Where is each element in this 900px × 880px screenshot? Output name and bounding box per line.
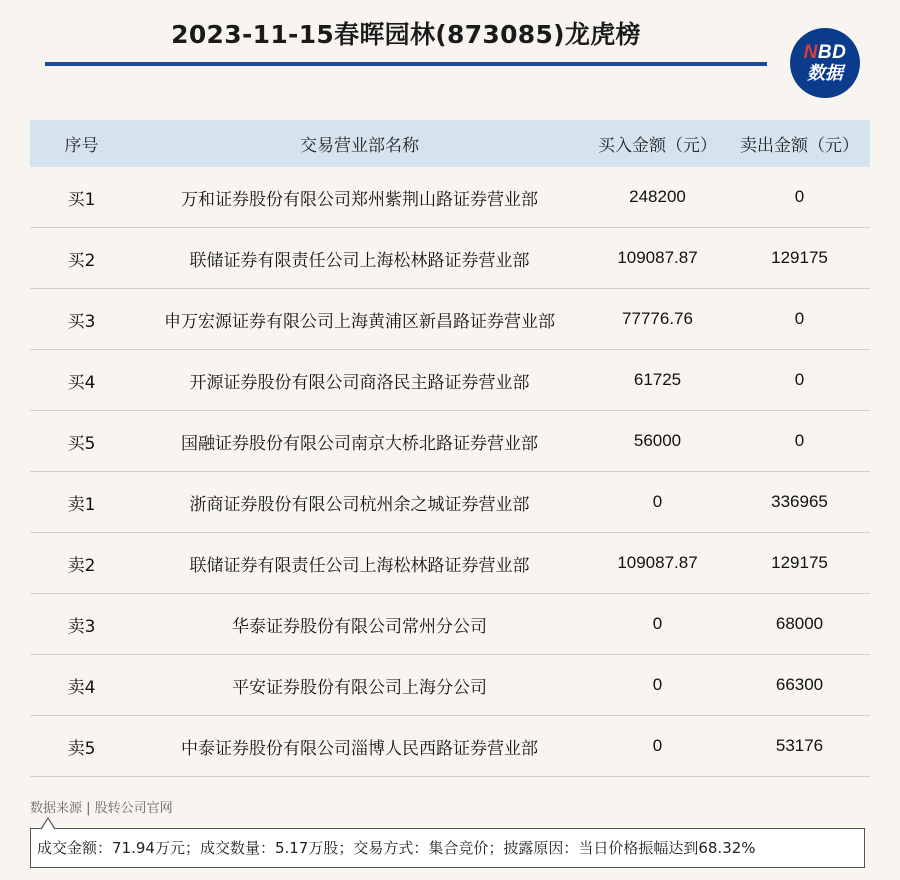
cell-buy: 77776.76 xyxy=(586,289,729,350)
table-row xyxy=(30,228,870,289)
table-row xyxy=(30,350,870,411)
cell-name: 华泰证券股份有限公司常州分公司 xyxy=(133,594,586,655)
table-row xyxy=(30,472,870,533)
cell-sell: 68000 xyxy=(729,594,870,655)
logo-text-bottom: 数据 xyxy=(807,63,843,84)
cell-name: 浙商证券股份有限公司杭州余之城证券营业部 xyxy=(133,472,586,533)
col-header-index: 序号 xyxy=(30,120,133,167)
cell-index: 卖4 xyxy=(30,655,133,716)
table-row xyxy=(30,594,870,655)
cell-name: 申万宏源证券有限公司上海黄浦区新昌路证券营业部 xyxy=(133,289,586,350)
logo-bd: BD xyxy=(817,42,847,63)
cell-buy: 56000 xyxy=(586,411,729,472)
cell-index: 买5 xyxy=(30,411,133,472)
table-header-row xyxy=(30,120,870,167)
cell-name: 万和证券股份有限公司郑州紫荆山路证券营业部 xyxy=(133,167,586,228)
trade-summary-note: 成交金额：71.94万元；成交数量：5.17万股；交易方式：集合竞价；披露原因：当日价格振幅达到68.32% xyxy=(30,828,865,868)
cell-sell: 0 xyxy=(729,289,870,350)
cell-buy: 248200 xyxy=(586,167,729,228)
cell-buy: 109087.87 xyxy=(586,228,729,289)
cell-index: 买2 xyxy=(30,228,133,289)
cell-index: 卖2 xyxy=(30,533,133,594)
cell-name: 国融证券股份有限公司南京大桥北路证券营业部 xyxy=(133,411,586,472)
cell-sell: 129175 xyxy=(729,228,870,289)
col-header-name: 交易营业部名称 xyxy=(133,120,586,167)
table-row xyxy=(30,716,870,777)
cell-name: 中泰证券股份有限公司淄博人民西路证券营业部 xyxy=(133,716,586,777)
table-row xyxy=(30,167,870,228)
page-title: 2023-11-15春晖园林(873085)龙虎榜 xyxy=(171,20,641,49)
cell-index: 买1 xyxy=(30,167,133,228)
cell-sell: 0 xyxy=(729,167,870,228)
cell-buy: 0 xyxy=(586,594,729,655)
col-header-sell: 卖出金额（元） xyxy=(729,120,870,167)
cell-sell: 129175 xyxy=(729,533,870,594)
callout-pointer-fill xyxy=(42,819,54,829)
data-source: 数据来源 | 股转公司官网 xyxy=(30,801,173,816)
cell-index: 卖5 xyxy=(30,716,133,777)
cell-index: 卖3 xyxy=(30,594,133,655)
cell-index: 买4 xyxy=(30,350,133,411)
table-row xyxy=(30,411,870,472)
cell-name: 联储证券有限责任公司上海松林路证券营业部 xyxy=(133,228,586,289)
logo-text-top xyxy=(804,43,847,63)
nbd-logo xyxy=(790,28,860,98)
col-header-buy: 买入金额（元） xyxy=(586,120,729,167)
table-row xyxy=(30,533,870,594)
title-underline xyxy=(45,62,767,66)
logo-n: N xyxy=(803,42,818,63)
cell-name: 平安证券股份有限公司上海分公司 xyxy=(133,655,586,716)
cell-buy: 109087.87 xyxy=(586,533,729,594)
cell-index: 买3 xyxy=(30,289,133,350)
table-row xyxy=(30,655,870,716)
cell-buy: 0 xyxy=(586,655,729,716)
cell-buy: 0 xyxy=(586,472,729,533)
cell-buy: 61725 xyxy=(586,350,729,411)
cell-sell: 0 xyxy=(729,411,870,472)
cell-name: 联储证券有限责任公司上海松林路证券营业部 xyxy=(133,533,586,594)
cell-name: 开源证券股份有限公司商洛民主路证券营业部 xyxy=(133,350,586,411)
table-row xyxy=(30,289,870,350)
cell-sell: 0 xyxy=(729,350,870,411)
cell-sell: 53176 xyxy=(729,716,870,777)
cell-index: 卖1 xyxy=(30,472,133,533)
cell-sell: 66300 xyxy=(729,655,870,716)
cell-buy: 0 xyxy=(586,716,729,777)
dragon-tiger-table xyxy=(30,120,870,777)
cell-sell: 336965 xyxy=(729,472,870,533)
